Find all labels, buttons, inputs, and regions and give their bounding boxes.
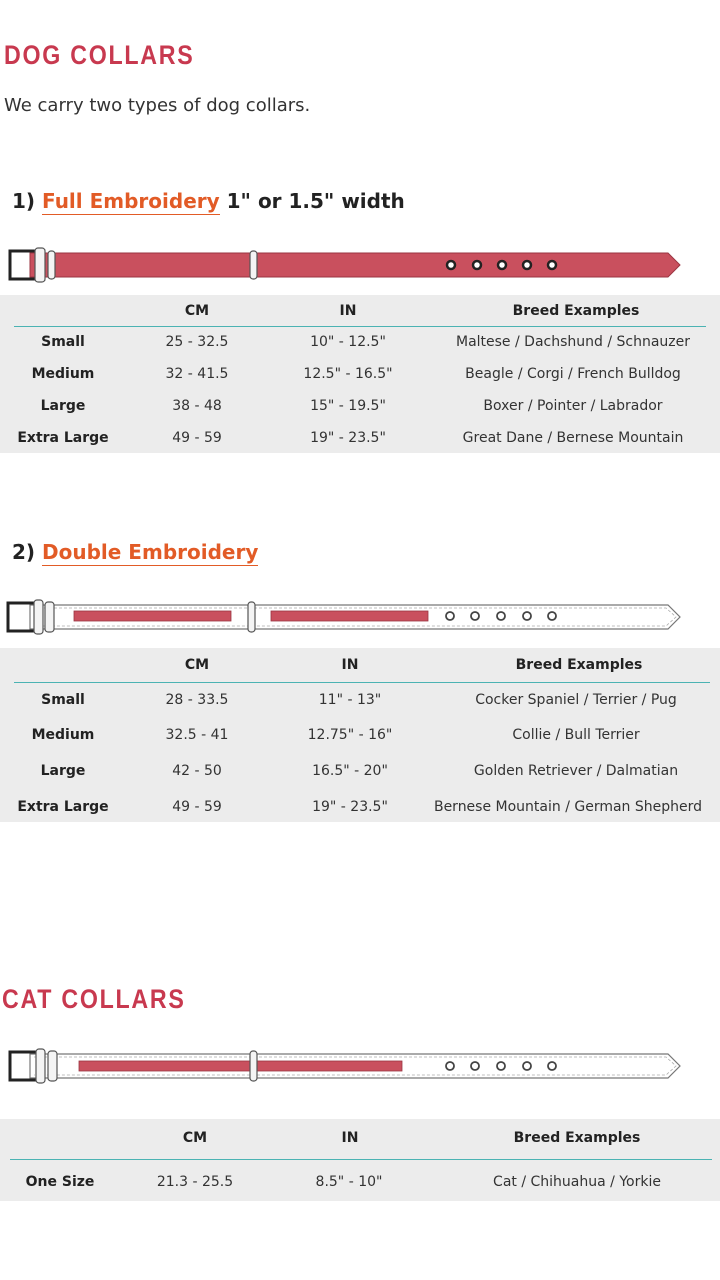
row-cm: 32.5 - 41 bbox=[165, 727, 229, 743]
row-size: Large bbox=[40, 763, 86, 779]
header-breed-examples: Breed Examples bbox=[512, 303, 640, 319]
row-size: One Size bbox=[25, 1174, 95, 1190]
row-breeds: Great Dane / Bernese Mountain bbox=[462, 430, 684, 446]
row-size: Small bbox=[41, 692, 85, 708]
row-breeds: Bernese Mountain / German Shepherd bbox=[433, 799, 703, 815]
row-breeds: Collie / Bull Terrier bbox=[512, 727, 640, 743]
row-in: 16.5" - 20" bbox=[312, 763, 388, 779]
row-cm: 32 - 41.5 bbox=[165, 366, 229, 382]
dog-collars-heading: DOG COLLARS bbox=[4, 40, 195, 70]
row-breeds: Maltese / Dachshund / Schnauzer bbox=[455, 334, 691, 350]
intro-text: We carry two types of dog collars. bbox=[4, 95, 311, 116]
double-embroidery-size-table bbox=[0, 648, 720, 822]
row-in: 12.5" - 16.5" bbox=[303, 366, 393, 382]
section1-title-suffix: 1" or 1.5" width bbox=[226, 189, 405, 213]
header-cm: CM bbox=[184, 303, 210, 319]
header-divider bbox=[10, 1159, 712, 1160]
row-cm: 25 - 32.5 bbox=[165, 334, 229, 350]
header-in: IN bbox=[339, 303, 357, 319]
full-embroidery-size-table bbox=[0, 295, 720, 453]
section1-title bbox=[12, 189, 405, 213]
row-in: 15" - 19.5" bbox=[310, 398, 386, 414]
cat-collar-illustration bbox=[0, 1046, 720, 1086]
row-cm: 38 - 48 bbox=[172, 398, 222, 414]
row-in: 19" - 23.5" bbox=[310, 430, 386, 446]
row-cm: 49 - 59 bbox=[172, 430, 222, 446]
section2-number: 2) bbox=[12, 540, 36, 564]
header-divider bbox=[14, 682, 710, 683]
section2-title-highlight: Double Embroidery bbox=[42, 540, 259, 564]
row-cm: 21.3 - 25.5 bbox=[156, 1174, 234, 1190]
header-cm: CM bbox=[184, 657, 210, 673]
header-in: IN bbox=[341, 657, 359, 673]
header-breed-examples: Breed Examples bbox=[515, 657, 643, 673]
row-breeds: Cocker Spaniel / Terrier / Pug bbox=[475, 692, 677, 708]
row-in: 12.75" - 16" bbox=[307, 727, 393, 743]
row-in: 11" - 13" bbox=[318, 692, 382, 708]
header-divider bbox=[14, 326, 706, 327]
row-breeds: Cat / Chihuahua / Yorkie bbox=[493, 1174, 661, 1190]
section1-title-highlight: Full Embroidery bbox=[42, 189, 220, 213]
cat-collars-heading: CAT COLLARS bbox=[2, 984, 186, 1014]
row-size: Large bbox=[40, 398, 86, 414]
row-breeds: Boxer / Pointer / Labrador bbox=[483, 398, 663, 414]
double-embroidery-collar-illustration bbox=[0, 597, 720, 637]
row-in: 19" - 23.5" bbox=[312, 799, 388, 815]
cat-size-table bbox=[0, 1119, 720, 1201]
row-breeds: Beagle / Corgi / French Bulldog bbox=[465, 366, 681, 382]
section2-title bbox=[12, 540, 258, 564]
row-breeds: Golden Retriever / Dalmatian bbox=[473, 763, 679, 779]
section1-number: 1) bbox=[12, 189, 36, 213]
row-size: Extra Large bbox=[17, 430, 109, 446]
row-size: Medium bbox=[31, 727, 95, 743]
row-size: Medium bbox=[31, 366, 95, 382]
row-cm: 49 - 59 bbox=[172, 799, 222, 815]
row-cm: 28 - 33.5 bbox=[165, 692, 229, 708]
row-size: Small bbox=[41, 334, 85, 350]
header-in: IN bbox=[341, 1130, 359, 1146]
row-in: 10" - 12.5" bbox=[310, 334, 386, 350]
row-in: 8.5" - 10" bbox=[315, 1174, 383, 1190]
row-cm: 42 - 50 bbox=[172, 763, 222, 779]
header-breed-examples: Breed Examples bbox=[513, 1130, 641, 1146]
full-embroidery-collar-illustration bbox=[0, 245, 720, 285]
header-cm: CM bbox=[182, 1130, 208, 1146]
row-size: Extra Large bbox=[17, 799, 109, 815]
